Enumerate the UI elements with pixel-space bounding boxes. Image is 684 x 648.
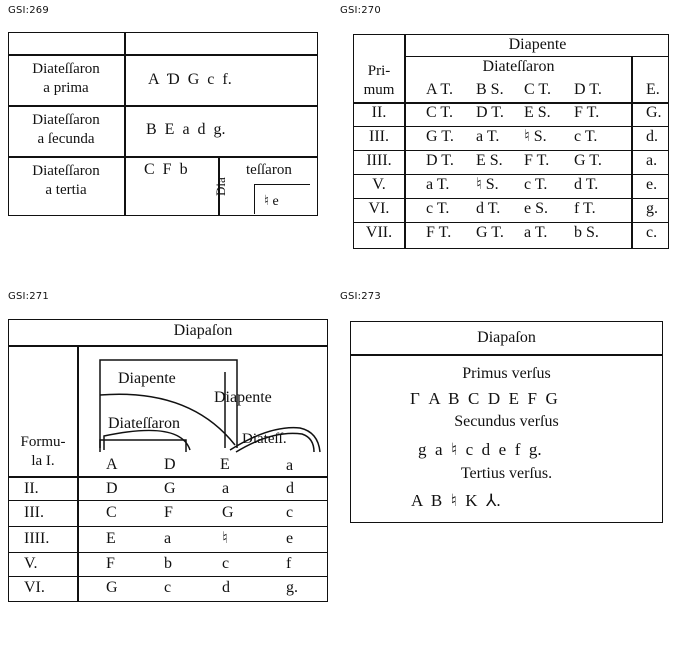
diatessaron-1: Diateſſaron (108, 415, 180, 432)
t270-head-4: D T. (574, 81, 602, 98)
t271-head-2: D (164, 456, 176, 473)
t271-cell: e (286, 530, 294, 547)
t271-cell: E (106, 530, 116, 547)
verse1-notes: Γ A B C D E F G (410, 389, 558, 408)
row1-label-line1: Diateſſaron (32, 61, 100, 77)
t271-cell: F (106, 555, 115, 572)
t270-head-5: E. (646, 81, 660, 98)
t270-cell: d T. (476, 200, 501, 217)
t271-row-number: V. (24, 555, 38, 572)
t270-primum-1: Pri- (367, 63, 391, 79)
formula-line1: Formu- (20, 434, 66, 450)
t270-row-end: e. (646, 176, 658, 193)
t270-cell: G T. (574, 152, 602, 169)
t270-cell: E S. (524, 104, 551, 121)
t270-subtitle: Diateſſaron (482, 58, 555, 75)
t270-row-number: VII. (365, 224, 393, 241)
verse3-label: Tertius verſus. (460, 465, 553, 482)
diapente-1: Diapente (118, 370, 176, 387)
t270-row-end: d. (646, 128, 658, 145)
t271-cell: G (164, 480, 176, 497)
figure-label-270: GSI:270 (340, 5, 381, 16)
row1-notes: A Ɗ G c f. (148, 71, 232, 88)
row2-label-line1: Diateſſaron (32, 112, 100, 128)
t271-cell: a (222, 480, 230, 497)
t271-cell: c (164, 579, 172, 596)
t271-row-number: III. (24, 504, 44, 521)
t270-cell: ♮ S. (524, 128, 547, 145)
figure-label-271: GSI:271 (8, 291, 49, 302)
t270-cell: a T. (524, 224, 548, 241)
t271-row-number: IIII. (24, 530, 50, 547)
t271-cell: b (164, 555, 172, 572)
t270-row-end: g. (646, 200, 658, 217)
t270-cell: e S. (524, 200, 548, 217)
t270-row-number: III. (369, 128, 389, 145)
t271-title: Diapaſon (173, 322, 233, 339)
row3-label-line1: Diateſſaron (32, 163, 100, 179)
t270-cell: G T. (426, 128, 454, 145)
t270-row-number: II. (371, 104, 387, 121)
t271-cell: c (286, 504, 294, 521)
verse2-notes: g a ♮ c d e f g. (418, 440, 542, 459)
row3-tail: ♮ e (264, 194, 279, 209)
t270-cell: F T. (426, 224, 452, 241)
t270-cell: a T. (476, 128, 500, 145)
t273-title: Diapaſon (477, 329, 536, 346)
row3-notes: C F b (144, 161, 188, 178)
t270-cell: D T. (476, 104, 504, 121)
t270-cell: F T. (524, 152, 550, 169)
t270-cell: C T. (426, 104, 453, 121)
verse1-label: Primus verſus (462, 365, 551, 382)
t271-head-1: A (106, 456, 118, 473)
t270-row-end: c. (646, 224, 658, 241)
t270-primum-2: mum (363, 82, 395, 98)
t270-cell: D T. (426, 152, 454, 169)
t270-row-end: G. (646, 104, 662, 121)
row3-label-line2: a tertia (45, 182, 87, 198)
t270-row-number: V. (372, 176, 386, 193)
t271-row-number: II. (24, 480, 39, 497)
t270-row-number: IIII. (366, 152, 392, 169)
t270-cell: c T. (574, 128, 598, 145)
figure-label-269: GSI:269 (8, 5, 49, 16)
diatessaron-2: Diateſſ. (242, 431, 287, 447)
t271-cell: a (164, 530, 172, 547)
row1-label-line2: a prima (43, 80, 89, 96)
t271-head-3: E (220, 456, 230, 473)
t271-cell: ♮ (222, 530, 228, 547)
row3-tessaron: teſſaron (246, 162, 292, 178)
row3-dia: Dia (213, 177, 228, 196)
t270-cell: b S. (574, 224, 599, 241)
row2-notes: B E a d g. (146, 121, 226, 138)
t271-cell: c (222, 555, 230, 572)
t271-cell: d (222, 579, 230, 596)
t271-cell: g. (286, 579, 298, 596)
t270-cell: E S. (476, 152, 503, 169)
t271-row-number: VI. (24, 579, 45, 596)
t270-head-3: C T. (524, 81, 551, 98)
t271-head-4: a (286, 457, 294, 474)
t270-row-end: a. (646, 152, 658, 169)
diapente-2: Diapente (214, 389, 272, 406)
t271-cell: C (106, 504, 117, 521)
t270-cell: F T. (574, 104, 600, 121)
t271-cell: G (106, 579, 118, 596)
t271-cell: d (286, 480, 294, 497)
t271-cell: F (164, 504, 173, 521)
figure-label-273: GSI:273 (340, 291, 381, 302)
t270-cell: a T. (426, 176, 450, 193)
t270-cell: c T. (426, 200, 450, 217)
t270-cell: ♮ S. (476, 176, 499, 193)
t270-cell: f T. (574, 200, 596, 217)
row2-label-line2: a ſecunda (37, 131, 95, 147)
t271-cell: f (286, 555, 292, 572)
verse3-notes: A B ♮ K ⅄. (411, 491, 501, 510)
t270-row-number: VI. (368, 200, 390, 217)
t270-head-2: B S. (476, 81, 504, 98)
t270-head-1: A T. (426, 81, 453, 98)
t270-cell: d T. (574, 176, 599, 193)
t270-title: Diapente (508, 36, 567, 53)
t270-cell: G T. (476, 224, 504, 241)
verse2-label: Secundus verſus (454, 413, 559, 430)
t271-cell: G (222, 504, 234, 521)
formula-line2: la I. (31, 453, 55, 469)
t271-cell: D (106, 480, 118, 497)
t270-cell: c T. (524, 176, 548, 193)
